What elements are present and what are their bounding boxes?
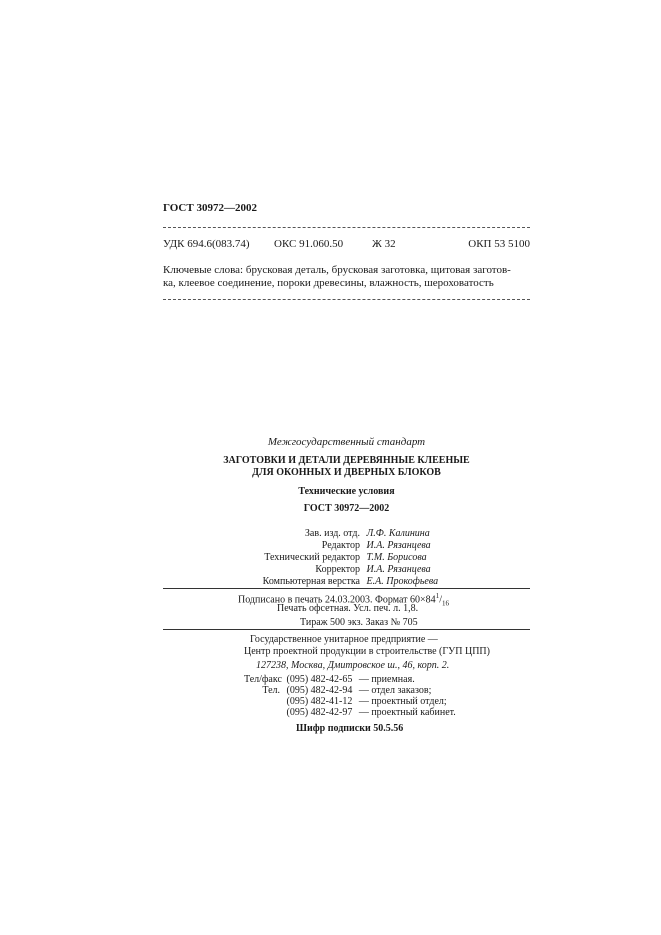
phone-row bbox=[244, 696, 474, 707]
zh-code: Ж 32 bbox=[372, 238, 396, 250]
oks-code: ОКС 91.060.50 bbox=[274, 238, 344, 250]
phone-desc: — проектный кабинет. bbox=[358, 707, 456, 718]
phone-label: Тел. bbox=[262, 685, 280, 696]
publisher-address: 127238, Москва, Дмитровское ш., 46, корп. 2. bbox=[256, 660, 450, 671]
keywords-line-1: Ключевые слова: брусковая деталь, брусковая заготовка, щитовая заготов- bbox=[163, 264, 511, 276]
staff-role: Технический редактор bbox=[264, 552, 360, 563]
phone-label: Тел/факс bbox=[244, 674, 282, 685]
phone-row bbox=[244, 707, 474, 718]
phone-desc: — отдел заказов; bbox=[358, 685, 432, 696]
format-sub: 16 bbox=[441, 599, 449, 608]
staff-role: Компьютерная верстка bbox=[262, 576, 360, 587]
staff-name: И.А. Рязанцева bbox=[366, 540, 431, 551]
phone-desc: — приемная. bbox=[358, 674, 415, 685]
phone-list bbox=[244, 674, 474, 718]
divider-staff bbox=[163, 588, 530, 589]
phone-number: (095) 482-41-12 bbox=[286, 696, 353, 707]
phone-desc: — проектный отдел; bbox=[358, 696, 447, 707]
staff-role: Зав. изд. отд. bbox=[304, 528, 360, 539]
divider-keywords bbox=[163, 299, 530, 300]
print-signed-text: Подписано в печать 24.03.2003. Формат 60×84 bbox=[238, 594, 436, 606]
divider-print bbox=[163, 629, 530, 630]
staff-role: Редактор bbox=[321, 540, 360, 551]
staff-row bbox=[200, 528, 500, 540]
print-run: Тираж 500 экз. Заказ № 705 bbox=[300, 617, 418, 628]
phone-number: (095) 482-42-94 bbox=[286, 685, 353, 696]
staff-row bbox=[200, 540, 500, 552]
publisher-line-1: Государственное унитарное предприятие — bbox=[250, 634, 438, 645]
staff-name: Е.А. Прокофьева bbox=[366, 576, 439, 587]
format-sup: 1 bbox=[435, 592, 440, 600]
phone-number: (095) 482-42-97 bbox=[286, 707, 353, 718]
title-line-2: ДЛЯ ОКОННЫХ И ДВЕРНЫХ БЛОКОВ bbox=[252, 467, 441, 478]
staff-list bbox=[200, 528, 500, 588]
title-doc-code: ГОСТ 30972—2002 bbox=[303, 503, 390, 514]
phone-row bbox=[244, 674, 474, 685]
phone-number: (095) 482-42-65 bbox=[286, 674, 353, 685]
staff-name: И.А. Рязанцева bbox=[366, 564, 431, 575]
staff-role: Корректор bbox=[315, 564, 360, 575]
keywords-line-2: ка, клеевое соединение, пороки древесины, влажность, шероховатость bbox=[163, 277, 494, 289]
publisher-line-2: Центр проектной продукции в строительстве (ГУП ЦПП) bbox=[244, 646, 490, 657]
divider-top bbox=[163, 227, 530, 228]
staff-row bbox=[200, 552, 500, 564]
subtitle: Технические условия bbox=[298, 486, 395, 497]
phone-row bbox=[244, 685, 474, 696]
staff-row bbox=[200, 576, 500, 588]
title-line-1: ЗАГОТОВКИ И ДЕТАЛИ ДЕРЕВЯННЫЕ КЛЕЕНЫЕ bbox=[223, 455, 470, 466]
udk-code: УДК 694.6(083.74) bbox=[163, 238, 250, 250]
okp-code: ОКП 53 5100 bbox=[468, 238, 530, 250]
print-type: Печать офсетная. Усл. печ. л. 1,8. bbox=[277, 603, 419, 614]
staff-name: Л.Ф. Калинина bbox=[366, 528, 430, 539]
subscription-cipher: Шифр подписки 50.5.56 bbox=[296, 723, 404, 734]
print-signed: Подписано в печать 24.03.2003. Формат $60\times 84^1/_{16}$ bbox=[238, 592, 449, 608]
staff-name: Т.М. Борисова bbox=[366, 552, 427, 563]
staff-row bbox=[200, 564, 500, 576]
standard-kind: Межгосударственный стандарт bbox=[267, 436, 426, 448]
doc-code-header: ГОСТ 30972—2002 bbox=[163, 202, 257, 214]
